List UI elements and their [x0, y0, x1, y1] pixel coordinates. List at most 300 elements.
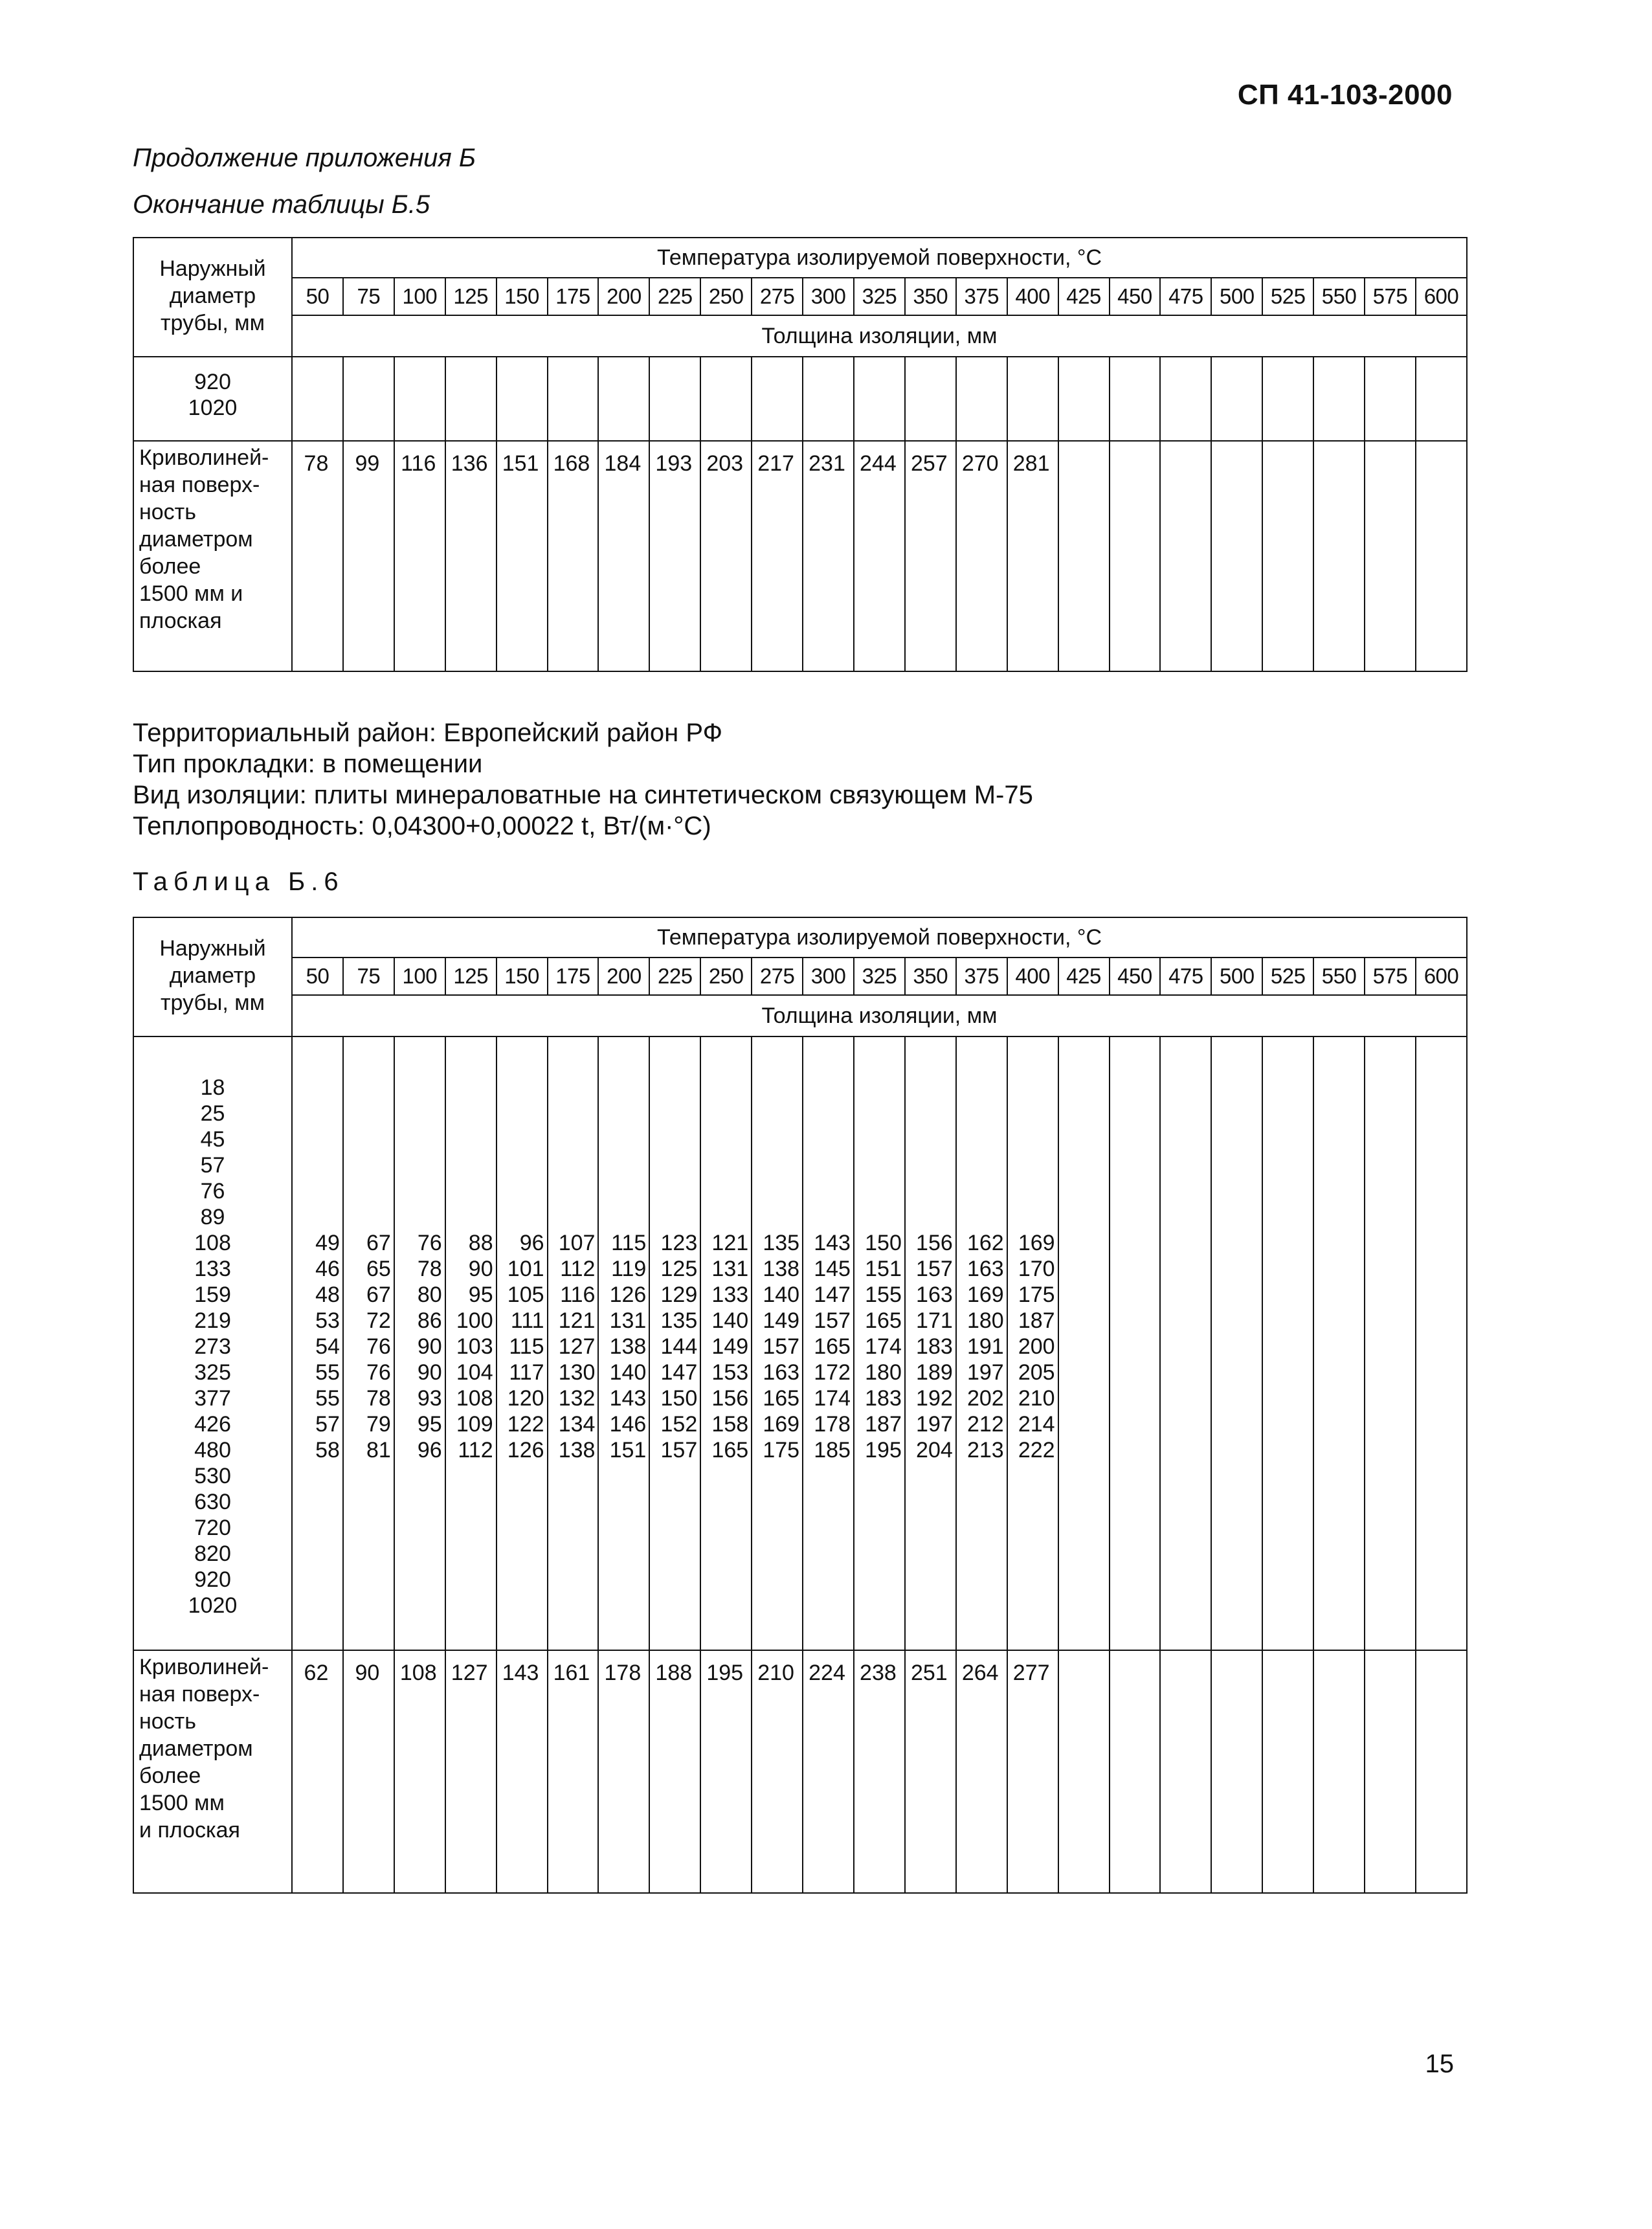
surface-thickness-value: 195 [700, 1650, 752, 1893]
thickness-value: 157 [660, 1438, 698, 1462]
thickness-value: 67 [366, 1283, 391, 1307]
thickness-stack [293, 1075, 340, 1463]
thickness-value: 105 [507, 1283, 544, 1307]
empty-slot [752, 1204, 799, 1230]
temperature-value: 425 [1058, 958, 1110, 995]
thickness-column [497, 1036, 548, 1650]
temperature-value: 100 [394, 958, 445, 995]
thickness-value: 121 [558, 1308, 596, 1333]
empty-slot [650, 1126, 697, 1152]
surface-thickness-value [1262, 1650, 1313, 1893]
temperature-value: 500 [1211, 278, 1262, 315]
diameter-value: 1020 [188, 396, 238, 420]
diameter-value: 920 [194, 1567, 231, 1592]
surface-thickness-value: 136 [445, 441, 497, 671]
thickness-value: 138 [558, 1438, 596, 1462]
surface-thickness-value [1313, 1650, 1365, 1893]
thickness-value: 140 [711, 1308, 749, 1333]
thickness-value: 140 [763, 1283, 800, 1307]
column-header-diameter-line: трубы, мм [160, 311, 265, 335]
surface-label-line: ность [139, 1709, 196, 1734]
diameter-value-stack [134, 369, 291, 421]
thickness-value: 146 [609, 1412, 647, 1437]
empty-slot [957, 1178, 1004, 1204]
temperature-value: 500 [1211, 958, 1262, 995]
empty-slot [548, 1178, 596, 1204]
empty-slot [293, 1126, 340, 1152]
surface-thickness-value: 188 [649, 1650, 700, 1893]
thickness-value: 90 [417, 1334, 442, 1359]
temperature-value: 575 [1365, 958, 1416, 995]
empty-slot [650, 1075, 697, 1101]
surface-label-line: Криволиней- [139, 445, 269, 470]
surface-label-line: ная поверх- [139, 1682, 260, 1707]
thickness-value: 175 [1018, 1283, 1055, 1307]
temperature-value: 50 [292, 958, 343, 995]
temperature-value: 75 [343, 958, 394, 995]
thickness-value: 163 [966, 1257, 1004, 1281]
thickness-column [1416, 1036, 1467, 1650]
temperature-value: 400 [1007, 278, 1058, 315]
surface-thickness-value: 151 [497, 441, 548, 671]
thickness-value: 191 [966, 1334, 1004, 1359]
surface-label-line: и плоская [139, 1818, 240, 1843]
temperature-value: 225 [649, 958, 700, 995]
surface-row [133, 441, 1467, 671]
temperature-value: 175 [548, 958, 599, 995]
temperature-value: 450 [1110, 958, 1161, 995]
thickness-value: 96 [417, 1438, 442, 1462]
temperature-value: 50 [292, 278, 343, 315]
thickness-value: 163 [916, 1283, 953, 1307]
thickness-column [394, 357, 445, 441]
thickness-header: Толщина изоляции, мм [292, 315, 1467, 357]
thickness-value: 169 [1018, 1231, 1055, 1255]
thickness-value: 202 [966, 1386, 1004, 1411]
diameter-row [133, 357, 1467, 441]
thickness-value: 57 [315, 1412, 340, 1437]
header-row-temperature-values [133, 958, 1467, 995]
surface-thickness-value [1416, 441, 1467, 671]
temperature-value: 175 [548, 278, 599, 315]
empty-slot [752, 1126, 799, 1152]
empty-slot [497, 1204, 544, 1230]
surface-thickness-value: 90 [343, 1650, 394, 1893]
thickness-value: 157 [916, 1257, 953, 1281]
surface-thickness-value: 127 [445, 1650, 497, 1893]
thickness-value: 55 [315, 1360, 340, 1385]
empty-slot [1008, 1101, 1055, 1126]
thickness-value: 95 [417, 1412, 442, 1437]
thickness-value: 158 [711, 1412, 749, 1437]
diameter-value: 57 [200, 1153, 225, 1178]
thickness-value: 147 [660, 1360, 698, 1385]
empty-slot [854, 1101, 902, 1126]
diameter-value: 18 [200, 1075, 225, 1100]
thickness-value: 171 [916, 1308, 953, 1333]
thickness-value: 78 [417, 1257, 442, 1281]
surface-thickness-value: 78 [292, 441, 343, 671]
thickness-value: 187 [865, 1412, 902, 1437]
thickness-column [497, 357, 548, 441]
empty-slot [344, 1101, 391, 1126]
empty-slot [446, 1178, 493, 1204]
temperature-value: 475 [1160, 958, 1211, 995]
empty-slot [854, 1075, 902, 1101]
thickness-value: 130 [558, 1360, 596, 1385]
surface-thickness-value [1211, 1650, 1262, 1893]
thickness-column [292, 357, 343, 441]
thickness-value: 183 [916, 1334, 953, 1359]
surface-thickness-value: 99 [343, 441, 394, 671]
thickness-value: 121 [711, 1231, 749, 1255]
thickness-value: 174 [865, 1334, 902, 1359]
surface-label-line: плоская [139, 609, 222, 633]
surface-label-line: диаметром [139, 1736, 253, 1761]
empty-slot [497, 1152, 544, 1178]
table-b6 [133, 917, 1468, 1894]
empty-slot [548, 1101, 596, 1126]
temperature-value: 300 [803, 958, 854, 995]
diameter-value: 159 [194, 1283, 231, 1307]
thickness-value: 72 [366, 1308, 391, 1333]
empty-slot [446, 1152, 493, 1178]
thickness-column [1262, 1036, 1313, 1650]
table-b5 [133, 237, 1468, 672]
empty-slot [548, 1126, 596, 1152]
table5-caption: Окончание таблицы Б.5 [133, 190, 430, 219]
surface-label [133, 1650, 292, 1893]
empty-slot [344, 1075, 391, 1101]
empty-slot [906, 1152, 953, 1178]
thickness-value: 150 [660, 1386, 698, 1411]
diameter-value: 45 [200, 1127, 225, 1152]
empty-slot [395, 1075, 442, 1101]
surface-thickness-value [1211, 441, 1262, 671]
empty-slot [395, 1101, 442, 1126]
thickness-value: 222 [1018, 1438, 1055, 1462]
temperature-value: 250 [700, 958, 752, 995]
thickness-value: 197 [916, 1412, 953, 1437]
thickness-value: 212 [966, 1412, 1004, 1437]
thickness-value: 58 [315, 1438, 340, 1462]
thickness-value: 156 [916, 1231, 953, 1255]
thickness-column [445, 357, 497, 441]
thickness-stack [395, 1075, 442, 1463]
empty-slot [957, 1204, 1004, 1230]
thickness-value: 138 [609, 1334, 647, 1359]
empty-slot [548, 1075, 596, 1101]
thickness-value: 120 [507, 1386, 544, 1411]
thickness-value: 48 [315, 1283, 340, 1307]
thickness-column [1058, 1036, 1110, 1650]
temperature-value: 150 [497, 958, 548, 995]
surface-thickness-value: 277 [1007, 1650, 1058, 1893]
thickness-column [548, 357, 599, 441]
surface-thickness-value: 210 [752, 1650, 803, 1893]
thickness-column [1313, 357, 1365, 441]
thickness-value: 115 [611, 1231, 647, 1255]
empty-slot [395, 1178, 442, 1204]
thickness-value: 197 [966, 1360, 1004, 1385]
thickness-value: 205 [1018, 1360, 1055, 1385]
thickness-column [803, 357, 854, 441]
thickness-value: 157 [763, 1334, 800, 1359]
empty-slot [906, 1204, 953, 1230]
thickness-value: 153 [711, 1360, 749, 1385]
empty-slot [803, 1126, 851, 1152]
empty-slot [497, 1178, 544, 1204]
empty-slot [446, 1204, 493, 1230]
thickness-value: 133 [711, 1283, 749, 1307]
surface-thickness-value: 143 [497, 1650, 548, 1893]
thickness-stack [344, 1075, 391, 1463]
surface-thickness-value: 238 [854, 1650, 905, 1893]
thickness-value: 180 [865, 1360, 902, 1385]
thickness-value: 76 [366, 1334, 391, 1359]
empty-slot [293, 1152, 340, 1178]
thickness-column [1110, 1036, 1161, 1650]
diameter-value: 325 [194, 1360, 231, 1385]
surface-thickness-value [1262, 441, 1313, 671]
thickness-value: 144 [660, 1334, 698, 1359]
parameters-block [133, 717, 1033, 842]
thickness-value: 214 [1018, 1412, 1055, 1437]
empty-slot [803, 1101, 851, 1126]
temperature-value: 600 [1416, 958, 1467, 995]
empty-slot [497, 1101, 544, 1126]
empty-slot [446, 1101, 493, 1126]
surface-thickness-value: 116 [394, 441, 445, 671]
empty-slot [803, 1178, 851, 1204]
thickness-value: 88 [468, 1231, 493, 1255]
temperature-value: 400 [1007, 958, 1058, 995]
thickness-value: 135 [763, 1231, 800, 1255]
thickness-value: 213 [966, 1438, 1004, 1462]
thickness-value: 76 [366, 1360, 391, 1385]
surface-thickness-value: 217 [752, 441, 803, 671]
surface-thickness-value [1416, 1650, 1467, 1893]
surface-thickness-value [1110, 1650, 1161, 1893]
thickness-value: 135 [660, 1308, 698, 1333]
thickness-value: 165 [814, 1334, 851, 1359]
surface-thickness-value: 224 [803, 1650, 854, 1893]
diameter-value: 920 [194, 370, 231, 394]
thickness-stack [854, 1075, 902, 1463]
thickness-value: 101 [507, 1257, 544, 1281]
thickness-value: 117 [509, 1360, 544, 1385]
empty-slot [446, 1075, 493, 1101]
empty-slot [701, 1204, 748, 1230]
surface-label-line: Криволиней- [139, 1655, 269, 1679]
empty-slot [497, 1075, 544, 1101]
thickness-value: 169 [966, 1283, 1004, 1307]
thickness-value: 195 [865, 1438, 902, 1462]
empty-slot [344, 1178, 391, 1204]
surface-thickness-value: 161 [548, 1650, 599, 1893]
empty-slot [395, 1126, 442, 1152]
diameter-value: 76 [200, 1179, 225, 1204]
surface-label-line: более [139, 1764, 201, 1788]
thickness-stack [1008, 1075, 1055, 1463]
empty-slot [957, 1075, 1004, 1101]
thickness-column [700, 1036, 752, 1650]
thickness-value: 162 [966, 1231, 1004, 1255]
page-number: 15 [1425, 2050, 1454, 2078]
temperature-value: 325 [854, 278, 905, 315]
thickness-stack [957, 1075, 1004, 1463]
empty-slot [395, 1204, 442, 1230]
empty-slot [293, 1075, 340, 1101]
thickness-column [1262, 357, 1313, 441]
surface-thickness-value: 270 [956, 441, 1007, 671]
empty-slot [752, 1101, 799, 1126]
empty-slot [906, 1126, 953, 1152]
surface-thickness-value: 264 [956, 1650, 1007, 1893]
thickness-value: 79 [366, 1412, 391, 1437]
header-row-temperature [133, 917, 1467, 958]
thickness-column [1007, 1036, 1058, 1650]
temperature-value: 550 [1313, 278, 1365, 315]
temperature-value: 525 [1262, 958, 1313, 995]
diameter-value: 273 [194, 1334, 231, 1359]
thickness-value: 170 [1018, 1257, 1055, 1281]
temperature-value: 275 [752, 278, 803, 315]
thickness-value: 185 [814, 1438, 851, 1462]
empty-slot [599, 1204, 646, 1230]
empty-slot [446, 1126, 493, 1152]
empty-slot [701, 1178, 748, 1204]
surface-thickness-value [1365, 441, 1416, 671]
empty-slot [599, 1152, 646, 1178]
temperature-value: 125 [445, 278, 497, 315]
surface-thickness-value [1160, 1650, 1211, 1893]
temperature-value: 150 [497, 278, 548, 315]
surface-row [133, 1650, 1467, 1893]
surface-thickness-value: 231 [803, 441, 854, 671]
thickness-value: 145 [814, 1257, 851, 1281]
diameter-value: 720 [194, 1516, 231, 1540]
empty-slot [701, 1126, 748, 1152]
thickness-value: 165 [865, 1308, 902, 1333]
thickness-column [752, 1036, 803, 1650]
empty-slot [701, 1152, 748, 1178]
thickness-value: 178 [814, 1412, 851, 1437]
empty-slot [803, 1204, 851, 1230]
thickness-value: 100 [456, 1308, 493, 1333]
diameter-value: 426 [194, 1412, 231, 1437]
surface-label-line: 1500 мм и [139, 581, 243, 606]
thickness-column [649, 1036, 700, 1650]
surface-thickness-value [1160, 441, 1211, 671]
empty-slot [957, 1152, 1004, 1178]
temperature-value: 600 [1416, 278, 1467, 315]
thickness-value: 150 [865, 1231, 902, 1255]
thickness-value: 138 [763, 1257, 800, 1281]
thickness-value: 76 [417, 1231, 442, 1255]
thickness-value: 126 [507, 1438, 544, 1462]
surface-thickness-value: 281 [1007, 441, 1058, 671]
temperature-value: 425 [1058, 278, 1110, 315]
empty-slot [803, 1152, 851, 1178]
thickness-column [905, 1036, 956, 1650]
diameter-value: 530 [194, 1464, 231, 1488]
thickness-value: 140 [609, 1360, 647, 1385]
empty-slot [395, 1152, 442, 1178]
surface-thickness-value [1313, 441, 1365, 671]
diameter-value: 25 [200, 1101, 225, 1126]
empty-slot [599, 1101, 646, 1126]
header-row-thickness [133, 315, 1467, 357]
thickness-column [1160, 1036, 1211, 1650]
column-header-diameter [133, 238, 292, 357]
surface-thickness-value: 184 [598, 441, 649, 671]
empty-slot [752, 1152, 799, 1178]
empty-slot [1008, 1152, 1055, 1178]
empty-slot [1008, 1126, 1055, 1152]
temperature-value: 200 [598, 278, 649, 315]
thickness-column [394, 1036, 445, 1650]
thickness-value: 183 [865, 1386, 902, 1411]
continuation-title: Продолжение приложения Б [133, 144, 476, 172]
thickness-value: 149 [711, 1334, 749, 1359]
thickness-value: 46 [315, 1257, 340, 1281]
thickness-column [803, 1036, 854, 1650]
thickness-value: 95 [468, 1283, 493, 1307]
thickness-value: 93 [417, 1386, 442, 1411]
surface-thickness-value: 257 [905, 441, 956, 671]
thickness-value: 200 [1018, 1334, 1055, 1359]
document-code: СП 41-103-2000 [1237, 79, 1453, 111]
thickness-stack [752, 1075, 799, 1463]
temperature-value: 375 [956, 958, 1007, 995]
thickness-column [956, 1036, 1007, 1650]
thickness-stack [803, 1075, 851, 1463]
thickness-value: 53 [315, 1308, 340, 1333]
thickness-column [1058, 357, 1110, 441]
empty-slot [803, 1075, 851, 1101]
thickness-value: 55 [315, 1386, 340, 1411]
surface-label-line: 1500 мм [139, 1791, 225, 1815]
thickness-value: 132 [558, 1386, 596, 1411]
temperature-value: 250 [700, 278, 752, 315]
thickness-column [1211, 1036, 1262, 1650]
thickness-column [1160, 357, 1211, 441]
thickness-header: Толщина изоляции, мм [292, 995, 1467, 1036]
surface-thickness-value [1058, 441, 1110, 671]
empty-slot [854, 1126, 902, 1152]
empty-slot [957, 1101, 1004, 1126]
temperature-value: 550 [1313, 958, 1365, 995]
header-row-thickness [133, 995, 1467, 1036]
thickness-value: 86 [417, 1308, 442, 1333]
table6-caption: Таблица Б.6 [133, 868, 344, 896]
surface-thickness-value: 193 [649, 441, 700, 671]
thickness-column [752, 357, 803, 441]
surface-label [133, 441, 292, 671]
thickness-column [1365, 357, 1416, 441]
thickness-value: 126 [609, 1283, 647, 1307]
thickness-value: 78 [366, 1386, 391, 1411]
thickness-value: 80 [417, 1283, 442, 1307]
thickness-value: 119 [611, 1257, 647, 1281]
thickness-stack [906, 1075, 953, 1463]
header-row-temperature-values [133, 278, 1467, 315]
thickness-column [445, 1036, 497, 1650]
thickness-value: 165 [763, 1386, 800, 1411]
thickness-value: 116 [560, 1283, 596, 1307]
empty-slot [650, 1204, 697, 1230]
